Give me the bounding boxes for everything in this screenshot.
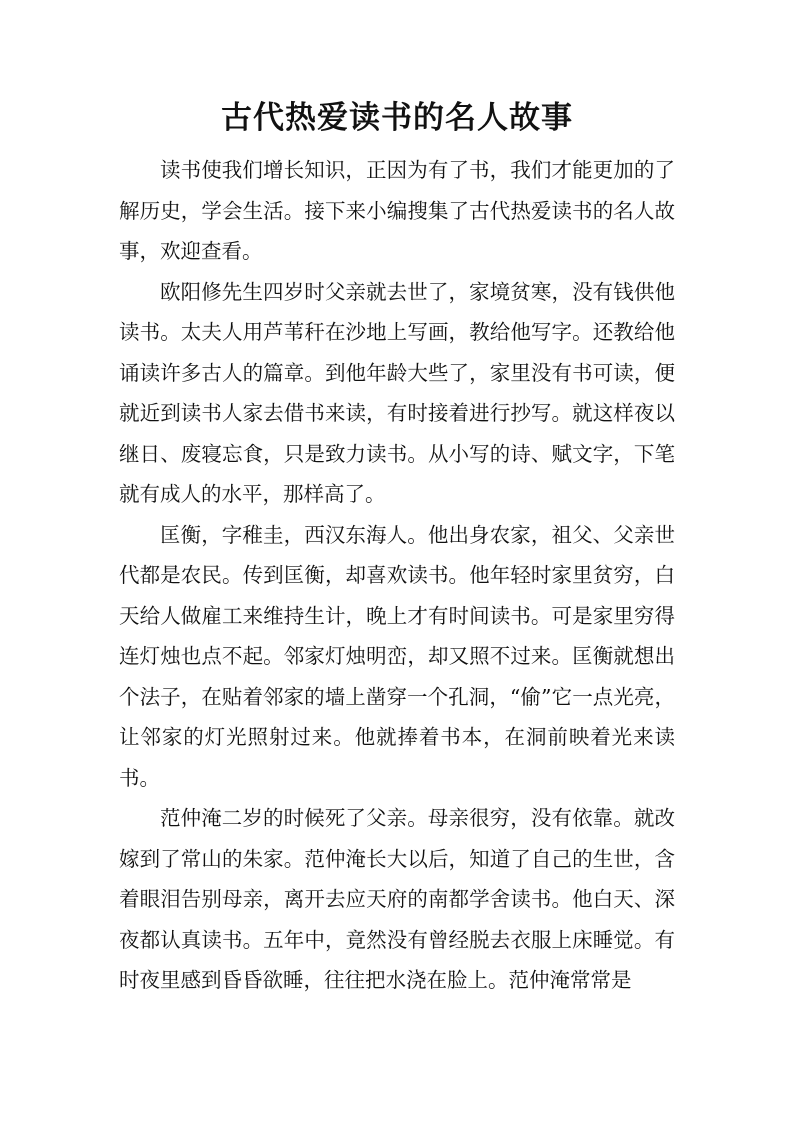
document-body xyxy=(119,150,675,1001)
paragraph-kuang-heng: 匡衡，字稚圭，西汉东海人。他出身农家，祖父、父亲世代都是农民。传到匡衡，却喜欢读书。他年轻时家里贫穷，白天给人做雇工来维持生计，晚上才有时间读书。可是家里穷得连灯烛也点不起。邻家灯烛明峦，却又照不过来。匡衡就想出个法子，在贴着邻家的墙上凿穿一个孔洞，“偷”它一点光亮，让邻家的灯光照射过来。他就捧着书本，在洞前映着光来读书。 xyxy=(119,522,675,790)
paragraph-intro: 读书使我们增长知识，正因为有了书，我们才能更加的了解历史，学会生活。接下来小编搜集了古代热爱读书的名人故事，欢迎查看。 xyxy=(119,158,675,263)
document-title: 古代热爱读书的名人故事 xyxy=(221,100,573,136)
paragraph-fan-zhongyan: 范仲淹二岁的时候死了父亲。母亲很穷，没有依靠。就改嫁到了常山的朱家。范仲淹长大以后，知道了自己的生世，含着眼泪告别母亲，离开去应天府的南都学舍读书。他白天、深夜都认真读书。五年中，竟然没有曾经脱去衣服上床睡觉。有时夜里感到昏昏欲睡，往往把水浇在脸上。范仲淹常常是 xyxy=(119,806,675,992)
paragraph-ouyang-xiu: 欧阳修先生四岁时父亲就去世了，家境贫寒，没有钱供他读书。太夫人用芦苇秆在沙地上写画，教给他写字。还教给他诵读许多古人的篇章。到他年龄大些了，家里没有书可读，便就近到读书人家去借书来读，有时接着进行抄写。就这样夜以继日、废寝忘食，只是致力读书。从小写的诗、赋文字，下笔就有成人的水平，那样高了。 xyxy=(119,279,675,506)
